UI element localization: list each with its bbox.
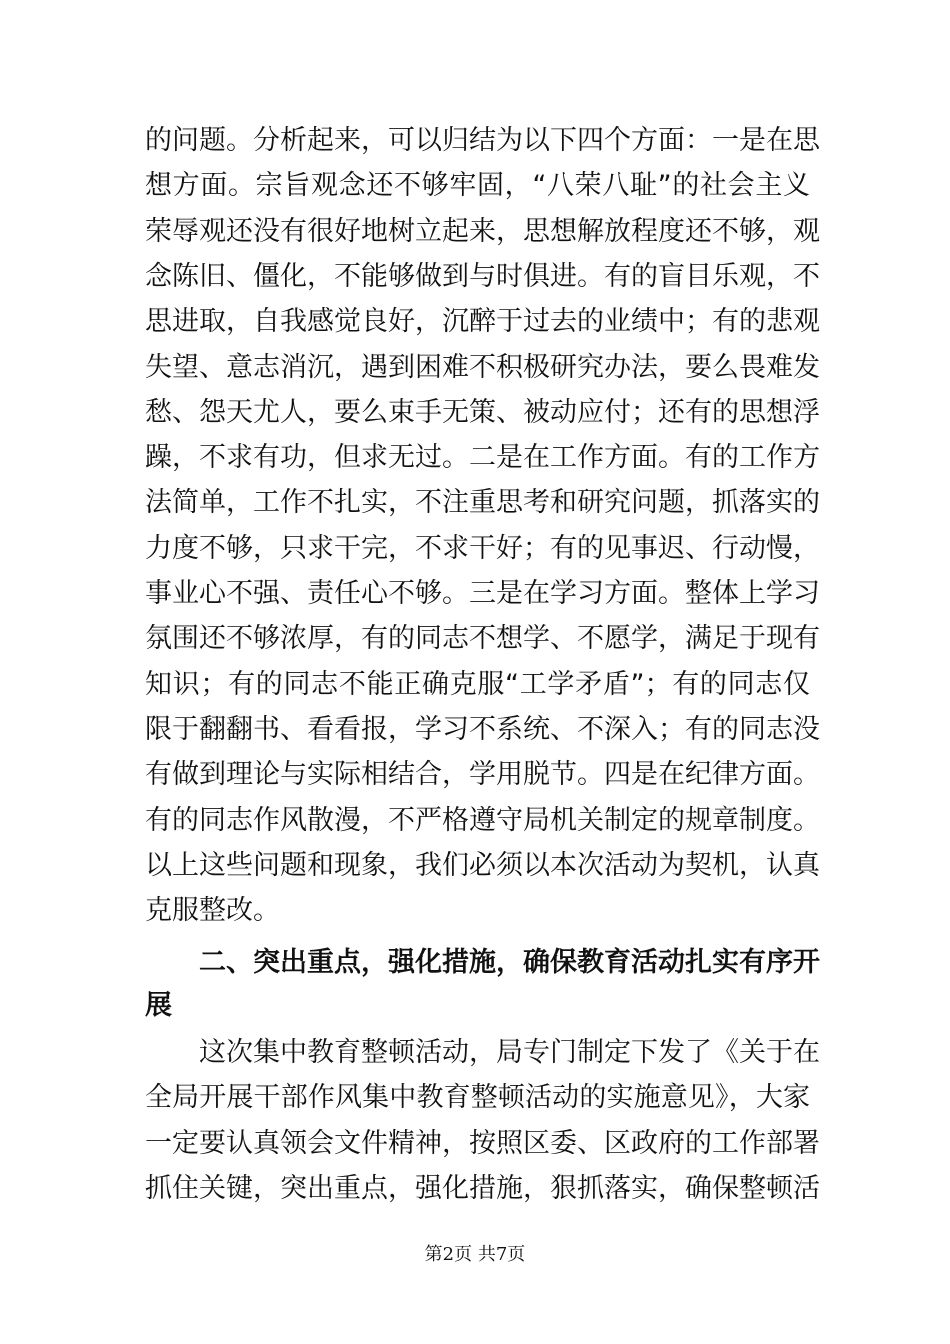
text-line: 想方面。宗旨观念还不够牢固，“八荣八耻”的社会主义 [145,170,810,202]
text-line: 知识；有的同志不能正确克服“工学矛盾”；有的同志仅 [145,668,810,700]
text-line: 躁，不求有功，但求无过。二是在工作方面。有的工作方 [145,442,820,474]
text-line: 限于翻翻书、看看报，学习不系统、不深入；有的同志没 [145,713,820,745]
text-line: 失望、意志消沉，遇到困难不积极研究办法，要么畏难发 [145,351,820,383]
text-line: 思进取，自我感觉良好，沉醉于过去的业绩中；有的悲观 [145,306,820,338]
page-footer: 第2页 共7页 [424,1244,526,1265]
text-line: 抓住关键，突出重点，强化措施，狠抓落实，确保整顿活 [145,1172,820,1204]
text-line: 氛围还不够浓厚，有的同志不想学、不愿学，满足于现有 [145,623,820,655]
text-line: 全局开展干部作风集中教育整顿活动的实施意见》，大家 [145,1082,810,1114]
text-line: 以上这些问题和现象，我们必须以本次活动为契机，认真 [145,849,820,881]
text-line: 有的同志作风散漫，不严格遵守局机关制定的规章制度。 [145,804,820,836]
text-line: 克服整改。 [145,895,280,927]
text-line: 愁、怨天尤人，要么束手无策、被动应付；还有的思想浮 [145,396,820,428]
text-line: 力度不够，只求干完，不求干好；有的见事迟、行动慢， [145,532,820,564]
text-line: 事业心不强、责任心不够。三是在学习方面。整体上学习 [145,578,820,609]
text-line: 展 [145,990,172,1021]
text-line: 有做到理论与实际相结合，学用脱节。四是在纪律方面。 [145,759,820,791]
text-line: 念陈旧、僵化，不能够做到与时俱进。有的盲目乐观，不 [145,260,820,292]
text-line: 这次集中教育整顿活动，局专门制定下发了《关于在 [145,1037,820,1068]
text-line: 荣辱观还没有很好地树立起来，思想解放程度还不够，观 [145,215,820,247]
text-line: 法简单，工作不扎实，不注重思考和研究问题，抓落实的 [145,487,820,519]
text-line: 二、突出重点，强化措施，确保教育活动扎实有序开 [145,947,820,978]
text-line: 一定要认真领会文件精神，按照区委、区政府的工作部署 [145,1127,820,1159]
text-line: 的问题。分析起来，可以归结为以下四个方面：一是在思 [145,125,820,156]
